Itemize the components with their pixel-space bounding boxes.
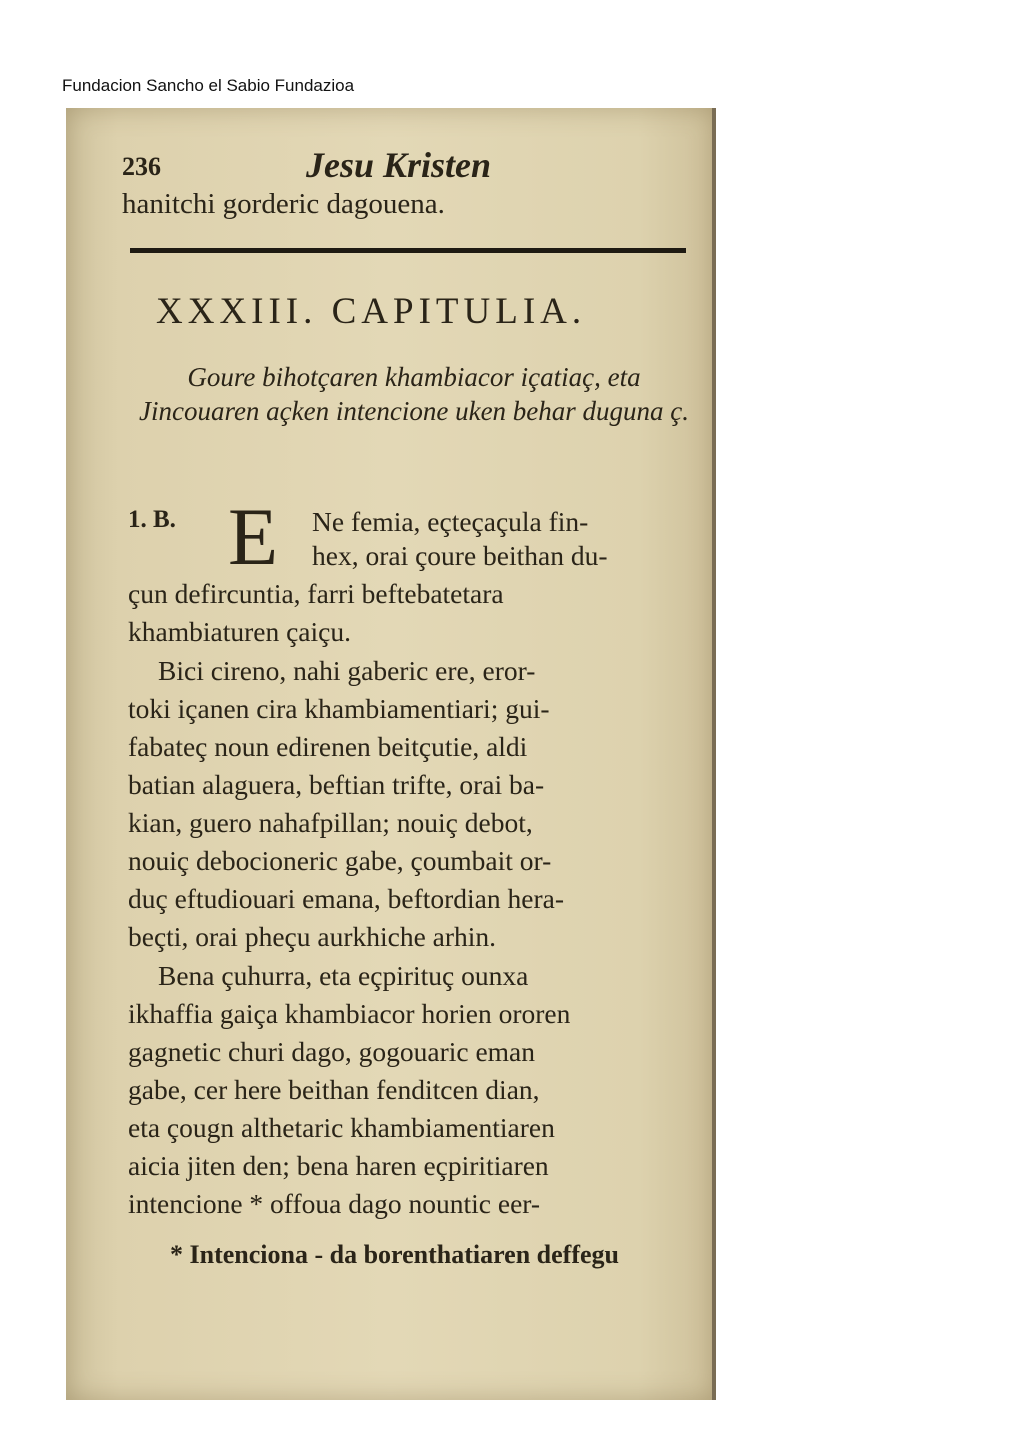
body-line: eta çougn althetaric khambiamentiaren [128, 1112, 555, 1143]
header-rule [130, 248, 686, 253]
body-line: khambiaturen çaiçu. [128, 616, 351, 647]
drop-cap: E [228, 491, 279, 582]
body-line: batian alaguera, beftian trifte, orai ba- [128, 769, 545, 800]
verse-reference: 1. B. [128, 506, 176, 533]
body-line: duç eftudiouari emana, beftordian hera- [128, 883, 564, 914]
page-number: 236 [122, 152, 161, 181]
body-line: intencione * offoua dago nountic eer- [128, 1188, 541, 1219]
body-line: gagnetic churi dago, gogouaric eman [128, 1036, 535, 1067]
body-line: ikhaffia gaiça khambiacor horien ororen [128, 998, 571, 1029]
running-title: Jesu Kristen [306, 145, 492, 185]
source-label: Fundacion Sancho el Sabio Fundazioa [62, 76, 355, 95]
body-line: Bici cireno, nahi gaberic ere, eror- [158, 655, 536, 686]
body-line: hex, orai çoure beithan du- [312, 540, 608, 571]
body-line: çun defircuntia, farri beftebatetara [128, 578, 504, 609]
chapter-heading: XXXIII. CAPITULIA. [156, 291, 587, 332]
body-line: Ne femia, eçteçaçula fin- [312, 506, 589, 537]
body-line: beçti, orai pheçu aurkhiche arhin. [128, 921, 497, 952]
body-line: fabateç noun edirenen beitçutie, aldi [128, 731, 528, 762]
running-subtitle: hanitchi gorderic dagouena. [122, 188, 445, 220]
body-line: kian, guero nahafpillan; nouiç debot, [128, 807, 533, 838]
scanned-page [66, 108, 716, 1400]
body-line: Bena çuhurra, eta eçpirituç ounxa [158, 960, 529, 991]
chapter-summary: Goure bihotçaren khambiacor içatiaç, eta Jincouaren açken intencione uken behar duguna ç. [138, 362, 690, 426]
body-line: nouiç debocioneric gabe, çoumbait or- [128, 845, 552, 876]
footnote: * Intenciona - da borenthatiaren deffegu [170, 1240, 619, 1269]
body-line: aicia jiten den; bena haren eçpiritiaren [128, 1150, 549, 1181]
body-line: toki içanen cira khambiamentiari; gui- [128, 693, 550, 724]
page-edge [712, 108, 716, 1400]
body-line: gabe, cer here beithan fenditcen dian, [128, 1074, 540, 1105]
